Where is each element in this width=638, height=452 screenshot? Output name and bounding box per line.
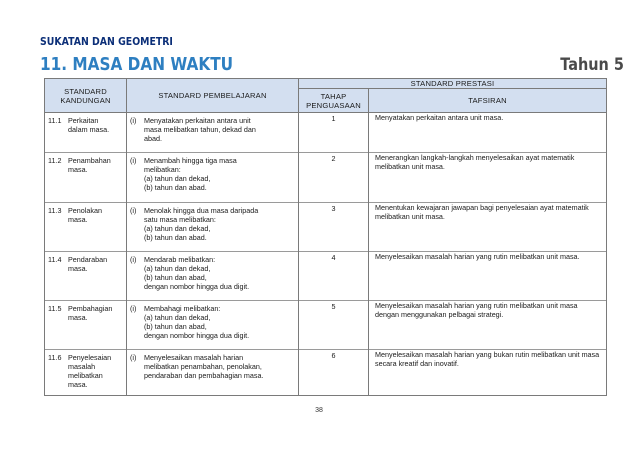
kandungan-text: Penyelesaian masalah melibatkan masa. <box>68 353 112 389</box>
kandungan-cell <box>45 252 127 301</box>
kandungan-text: Pembahagian masa. <box>68 304 113 322</box>
header-standard-prestasi: STANDARD PRESTASI <box>299 79 607 89</box>
tahap-cell: 4 <box>299 252 369 301</box>
kandungan-number: 11.5 <box>48 304 62 313</box>
pembelajaran-cell <box>127 113 299 153</box>
tafsiran-cell: Menyelesaikan masalah harian yang bukan rutin melibatkan unit masa secara kreatif dan inovatif. <box>369 350 607 396</box>
pembelajaran-marker: (i) <box>130 156 137 165</box>
kandungan-cell <box>45 113 127 153</box>
tafsiran-cell: Menentukan kewajaran jawapan bagi penyelesaian ayat matematik melibatkan unit masa. <box>369 203 607 252</box>
pembelajaran-marker: (i) <box>130 255 137 264</box>
pembelajaran-cell <box>127 203 299 252</box>
pembelajaran-text: Mendarab melibatkan: (a) tahun dan dekad, (b) tahun dan abad, dengan nombor hingga dua digit. <box>144 255 250 291</box>
tahap-cell: 3 <box>299 203 369 252</box>
pembelajaran-text: Menyelesaikan masalah harian melibatkan penambahan, penolakan, pendaraban dan pembahagian masa. <box>144 353 264 380</box>
header-standard-pembelajaran: STANDARD PEMBELAJARAN <box>127 79 299 113</box>
kandungan-cell <box>45 153 127 203</box>
tafsiran-cell: Menerangkan langkah-langkah menyelesaikan ayat matematik melibatkan unit masa. <box>369 153 607 203</box>
topic-title: 11. MASA DAN WAKTU <box>40 54 234 75</box>
pembelajaran-marker: (i) <box>130 116 137 125</box>
subject-heading: SUKATAN DAN GEOMETRI <box>40 35 173 48</box>
header-tahap-penguasaan: TAHAP PENGUASAAN <box>299 89 369 113</box>
kandungan-number: 11.2 <box>48 156 62 165</box>
pembelajaran-text: Membahagi melibatkan: (a) tahun dan dekad, (b) tahun dan abad, dengan nombor hingga dua digit. <box>144 304 250 340</box>
kandungan-cell <box>45 203 127 252</box>
pembelajaran-text: Menambah hingga tiga masa melibatkan: (a) tahun dan dekad, (b) tahun dan abad. <box>144 156 237 192</box>
tahap-cell: 1 <box>299 113 369 153</box>
kandungan-number: 11.4 <box>48 255 62 264</box>
kandungan-cell <box>45 301 127 350</box>
table-row <box>45 252 607 301</box>
pembelajaran-marker: (i) <box>130 304 137 313</box>
kandungan-number: 11.3 <box>48 206 62 215</box>
kandungan-text: Pendaraban masa. <box>68 255 108 273</box>
pembelajaran-marker: (i) <box>130 206 137 215</box>
pembelajaran-text: Menyatakan perkaitan antara unit masa melibatkan tahun, dekad dan abad. <box>144 116 256 143</box>
pembelajaran-marker: (i) <box>130 353 137 362</box>
tafsiran-cell: Menyatakan perkaitan antara unit masa. <box>369 113 607 153</box>
kandungan-number: 11.6 <box>48 353 62 362</box>
kandungan-cell <box>45 350 127 396</box>
pembelajaran-cell <box>127 153 299 203</box>
curriculum-table <box>44 78 607 396</box>
kandungan-text: Perkaitan dalam masa. <box>68 116 110 134</box>
table-row <box>45 203 607 252</box>
pembelajaran-text: Menolak hingga dua masa daripada satu masa melibatkan: (a) tahun dan dekad, (b) tahun dan abad. <box>144 206 259 242</box>
tahap-cell: 5 <box>299 301 369 350</box>
table-row <box>45 153 607 203</box>
kandungan-number: 11.1 <box>48 116 62 125</box>
pembelajaran-cell <box>127 252 299 301</box>
kandungan-text: Penambahan masa. <box>68 156 111 174</box>
table-row <box>45 301 607 350</box>
table-row <box>45 350 607 396</box>
tahap-cell: 2 <box>299 153 369 203</box>
header-standard-kandungan: STANDARD KANDUNGAN <box>45 79 127 113</box>
pembelajaran-cell <box>127 350 299 396</box>
header-tafsiran: TAFSIRAN <box>369 89 607 113</box>
kandungan-text: Penolakan masa. <box>68 206 102 224</box>
page-number: 38 <box>315 407 323 414</box>
pembelajaran-cell <box>127 301 299 350</box>
tafsiran-cell: Menyelesaikan masalah harian yang rutin melibatkan unit masa. <box>369 252 607 301</box>
year-label: Tahun 5 <box>560 55 624 75</box>
table-row <box>45 113 607 153</box>
tafsiran-cell: Menyelesaikan masalah harian yang rutin melibatkan unit masa dengan menggunakan pelbagai strategi. <box>369 301 607 350</box>
tahap-cell: 6 <box>299 350 369 396</box>
